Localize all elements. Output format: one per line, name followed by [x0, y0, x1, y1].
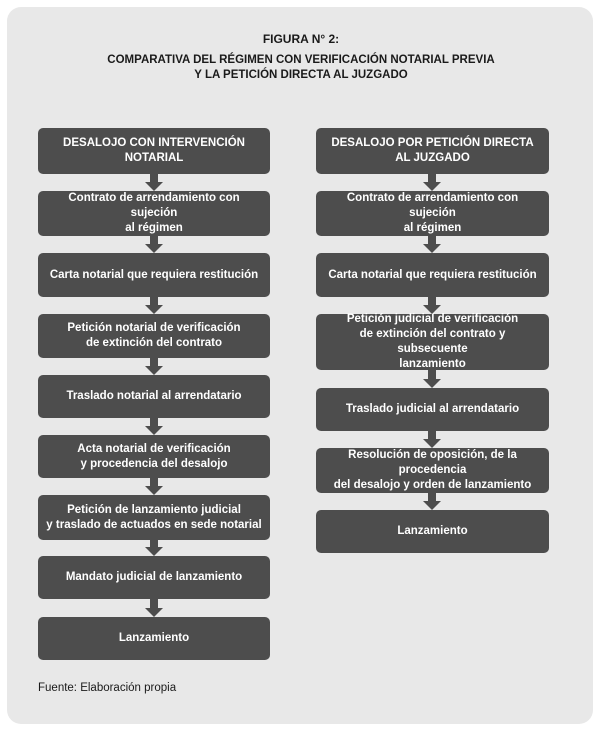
left-step-notarial-transfer: Traslado notarial al arrendatario	[38, 375, 270, 418]
right-step-eviction: Lanzamiento	[316, 510, 549, 553]
left-step-eviction: Lanzamiento	[38, 617, 270, 660]
left-step-notarial-letter: Carta notarial que requiera restitución	[38, 253, 270, 297]
left-step-notarial-act: Acta notarial de verificación y procedencia del desalojo	[38, 435, 270, 478]
right-step-judicial-transfer: Traslado judicial al arrendatario	[316, 388, 549, 431]
left-step-header: DESALOJO CON INTERVENCIÓN NOTARIAL	[38, 128, 270, 174]
left-step-eviction-petition: Petición de lanzamiento judicial y traslado de actuados en sede notarial	[38, 495, 270, 540]
left-step-contract: Contrato de arrendamiento con sujeción al régimen	[38, 191, 270, 236]
figure-number: FIGURA N° 2:	[262, 32, 340, 46]
right-step-header: DESALOJO POR PETICIÓN DIRECTA AL JUZGADO	[316, 128, 549, 174]
right-step-judicial-petition: Petición judicial de verificación de extinción del contrato y subsecuente lanzamiento	[316, 314, 549, 370]
right-step-contract: Contrato de arrendamiento con sujeción al régimen	[316, 191, 549, 236]
figure-source: Fuente: Elaboración propia	[38, 682, 177, 694]
right-step-notarial-letter: Carta notarial que requiera restitución	[316, 253, 549, 297]
left-step-notarial-petition: Petición notarial de verificación de extinción del contrato	[38, 314, 270, 358]
left-step-judicial-mandate: Mandato judicial de lanzamiento	[38, 556, 270, 599]
right-step-resolution: Resolución de oposición, de la procedencia del desalojo y orden de lanzamiento	[316, 448, 549, 493]
figure-subtitle: COMPARATIVA DEL RÉGIMEN CON VERIFICACIÓN NOTARIAL PREVIA Y LA PETICIÓN DIRECTA AL JUZGADO	[107, 54, 495, 81]
